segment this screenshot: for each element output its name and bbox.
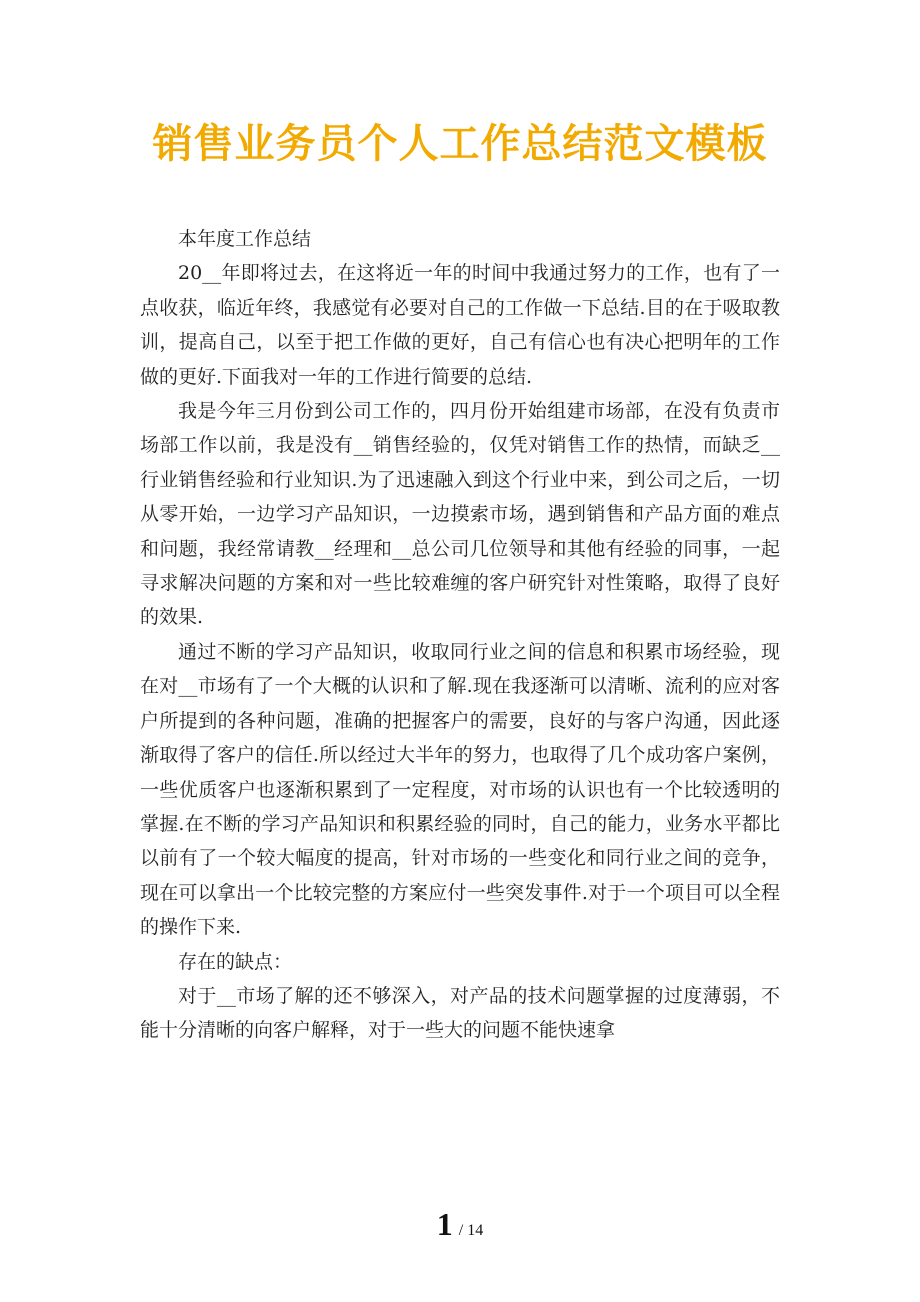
paragraph: 通过不断的学习产品知识，收取同行业之间的信息和积累市场经验，现在对__市场有了一个大概的认识和了解.现在我逐渐可以清晰、流利的应对客户所提到的各种问题，准确的把握客户的需要，良好的与客户沟通，因此逐渐取得了客户的信任.所以经过大半年的努力，也取得了几个成功客户案例，一些优质客户也逐渐积累到了一定程度，对市场的认识也有一个比较透明的掌握.在不断的学习产品知识和积累经验的同时，自己的能力，业务水平都比以前有了一个较大幅度的提高，针对市场的一些变化和同行业之间的竞争，现在可以拿出一个比较完整的方案应付一些突发事件.对于一个项目可以全程的操作下来.: [140, 640, 780, 939]
paragraph-heading: 本年度工作总结: [178, 228, 312, 250]
current-page-number: 1: [436, 1206, 453, 1242]
document-body: [140, 222, 780, 1048]
paragraph-subheading: 存在的缺点：: [178, 950, 293, 973]
paragraph: 20__年即将过去，在这将近一年的时间中我通过努力的工作，也有了一点收获，临近年终，我感觉有必要对自己的工作做一下总结.目的在于吸取教训，提高自己，以至于把工作做的更好，自己有信心也有决心把明年的工作做的更好.下面我对一年的工作进行简要的总结.: [140, 262, 780, 388]
document-title: 销售业务员个人工作总结范文模板: [152, 121, 768, 167]
page-number: [0, 1206, 920, 1243]
total-pages: / 14: [458, 1222, 484, 1239]
paragraph: 对于__市场了解的还不够深入，对产品的技术问题掌握的过度薄弱，不能十分清晰的向客户解释，对于一些大的问题不能快速拿: [140, 984, 780, 1042]
paragraph: 我是今年三月份到公司工作的，四月份开始组建市场部，在没有负责市场部工作以前，我是没有__销售经验的，仅凭对销售工作的热情，而缺乏__行业销售经验和行业知识.为了迅速融入到这个行业中来，到公司之后，一切从零开始，一边学习产品知识，一边摸索市场，遇到销售和产品方面的难点和问题，我经常请教__经理和__总公司几位领导和其他有经验的同事，一起寻求解决问题的方案和对一些比较难缠的客户研究针对性策略，取得了良好的效果.: [140, 400, 780, 629]
